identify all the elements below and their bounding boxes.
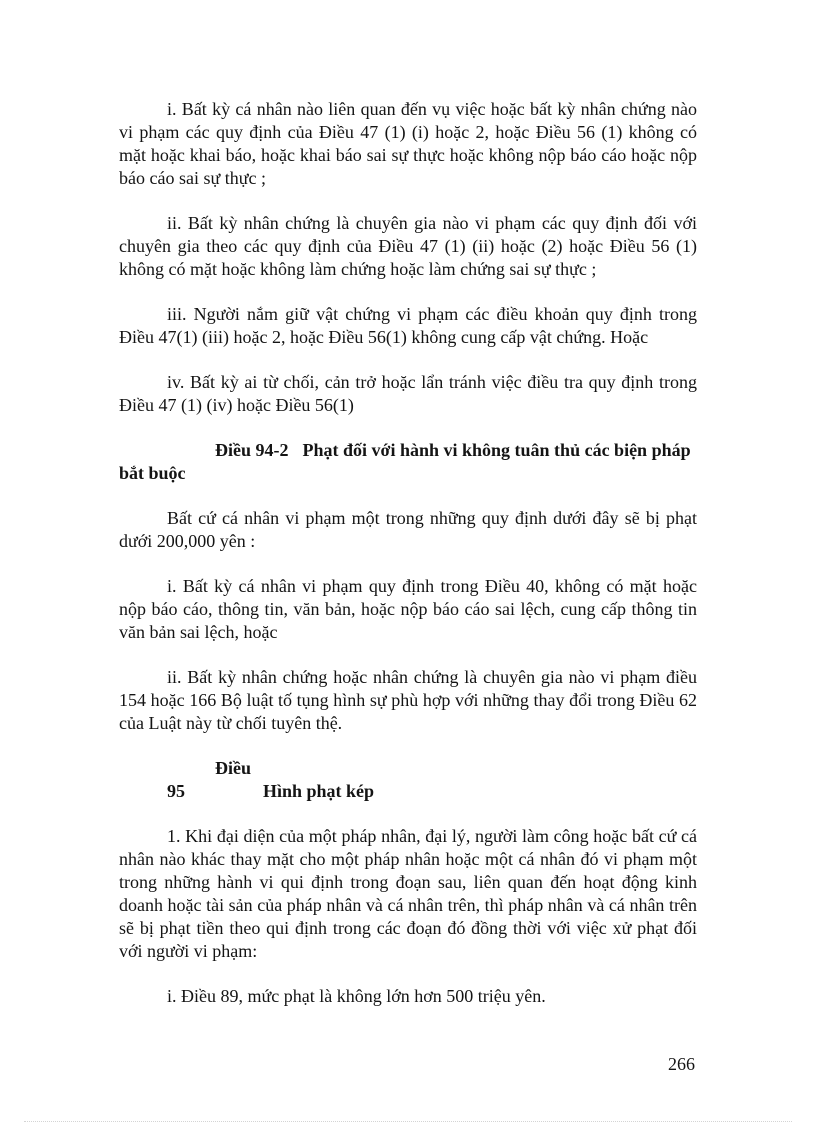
paragraph-clause-ii: ii. Bất kỳ nhân chứng là chuyên gia nào vi phạm các quy định đối với chuyên gia theo các quy định của Điều 47 (1) (ii) hoặc (2) hoặc Điều 56 (1) không có mặt hoặc không làm chứng hoặc làm chứng sai sự thực ;	[119, 213, 697, 279]
page-bottom-divider	[24, 1121, 792, 1122]
article-94-2-heading	[119, 439, 697, 485]
article-95-heading	[119, 757, 697, 803]
article-94-2-title: Phạt đối với hành vi không tuân thủ các biện pháp bắt buộc	[119, 440, 691, 483]
paragraph-95-clause-i: i. Điều 89, mức phạt là không lớn hơn 500 triệu yên.	[167, 986, 546, 1006]
paragraph-clause-iv: iv. Bất kỳ ai từ chối, cản trở hoặc lẩn tránh việc điều tra quy định trong Điều 47 (1) (iv) hoặc Điều 56(1)	[119, 372, 697, 415]
page-body	[119, 98, 697, 1008]
paragraph-95-1: 1. Khi đại diện của một pháp nhân, đại lý, người làm công hoặc bất cứ cá nhân nào khác thay mặt cho một pháp nhân hoặc một cá nhân đó vi phạm một trong những hành vi qui định trong đoạn sau, liên quan đến hoạt động kinh doanh hoặc tài sản của pháp nhân và cá nhân trên, thì pháp nhân và cá nhân trên sẽ bị phạt tiền theo qui định trong các đoạn đó đồng thời với việc xử phạt đối với người vi phạm:	[119, 826, 697, 961]
paragraph-clause-iii: iii. Người nắm giữ vật chứng vi phạm các điều khoản quy định trong Điều 47(1) (iii) hoặc 2, hoặc Điều 56(1) không cung cấp vật chứng. Hoặc	[119, 304, 697, 347]
article-94-2-number: Điều 94-2	[215, 440, 289, 460]
paragraph-clause-i: i. Bất kỳ cá nhân nào liên quan đến vụ việc hoặc bất kỳ nhân chứng nào vi phạm các quy định của Điều 47 (1) (i) hoặc 2, hoặc Điều 56 (1) không có mặt hoặc khai báo, hoặc khai báo sai sự thực hoặc không nộp báo cáo hoặc nộp báo cáo sai sự thực ;	[119, 99, 697, 188]
page-number: 266	[668, 1054, 695, 1074]
article-95-title: Hình phạt kép	[263, 781, 375, 801]
paragraph-94-2-clause-i: i. Bất kỳ cá nhân vi phạm quy định trong Điều 40, không có mặt hoặc nộp báo cáo, thông tin, văn bản, hoặc nộp báo cáo sai lệch, cung cấp thông tin văn bản sai lệch, hoặc	[119, 576, 697, 642]
paragraph-94-2-clause-ii: ii. Bất kỳ nhân chứng hoặc nhân chứng là chuyên gia nào vi phạm điều 154 hoặc 166 Bộ luật tố tụng hình sự phù hợp với những thay đổi trong Điều 62 của Luật này từ chối tuyên thệ.	[119, 667, 697, 733]
paragraph-94-2-intro: Bất cứ cá nhân vi phạm một trong những quy định dưới đây sẽ bị phạt dưới 200,000 yên :	[119, 508, 697, 551]
article-95-number: Điều 95	[167, 758, 251, 801]
